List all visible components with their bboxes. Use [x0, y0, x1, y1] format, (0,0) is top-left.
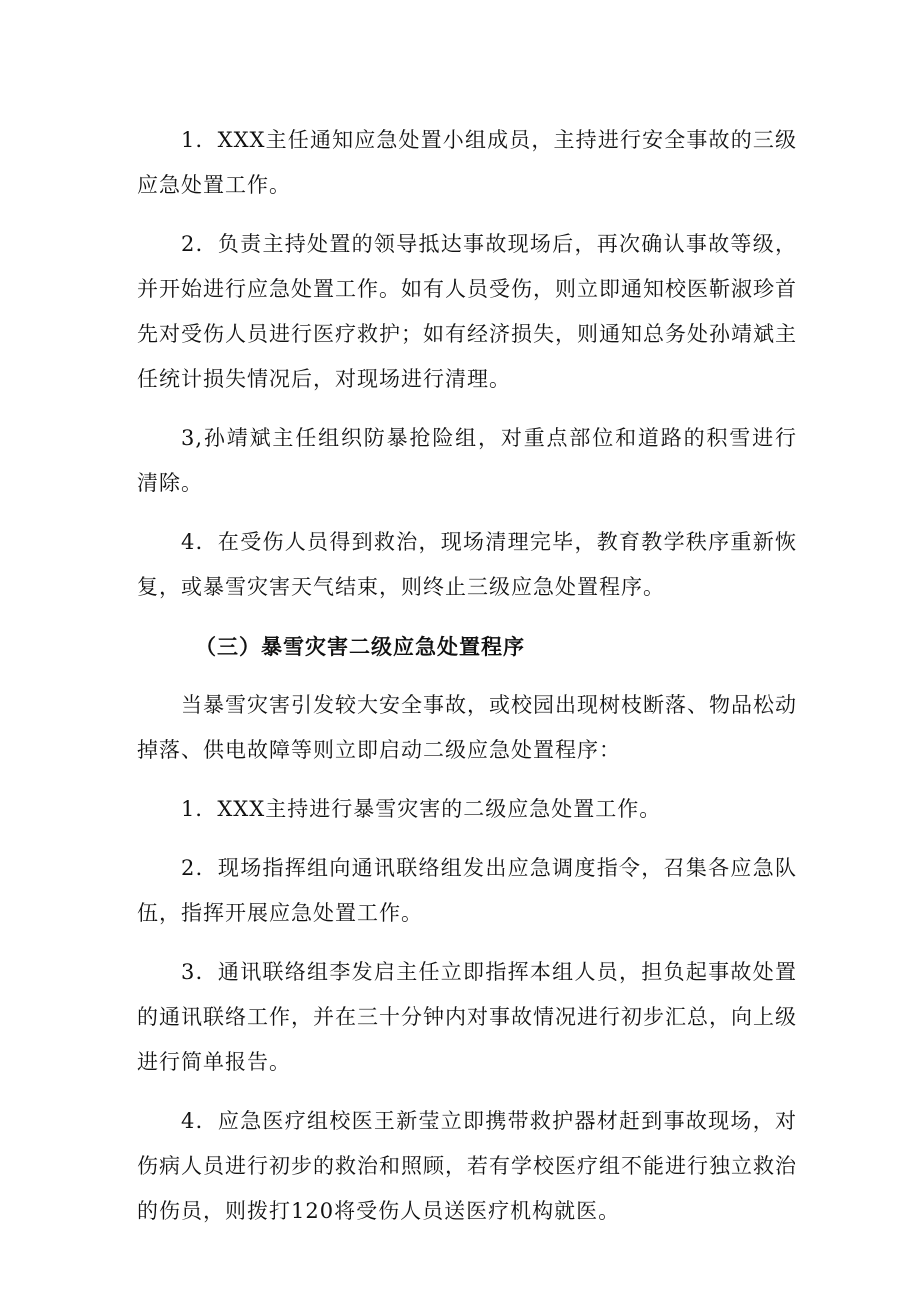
paragraph-intro: 当暴雪灾害引发较大安全事故，或校园出现树枝断落、物品松动掉落、供电故障等则立即启动二级应急处置程序： [137, 693, 797, 762]
paragraph-step-3: 3,孙靖斌主任组织防暴抢险组，对重点部位和道路的积雪进行清除。 [137, 426, 797, 495]
section-heading: （三）暴雪灾害二级应急处置程序 [195, 634, 525, 659]
paragraph-level2-step-1: 1．XXX主持进行暴雪灾害的二级应急处置工作。 [181, 797, 662, 821]
paragraph-level2-step-3: 3．通讯联络组李发启主任立即指挥本组人员，担负起事故处置的通讯联络工作，并在三十分钟内对事故情况进行初步汇总，向上级进行简单报告。 [137, 960, 797, 1074]
paragraph-step-1: 1．XXX主任通知应急处置小组成员，主持进行安全事故的三级应急处置工作。 [137, 128, 797, 197]
paragraph-level2-step-4: 4．应急医疗组校医王新莹立即携带救护器材赶到事故现场，对伤病人员进行初步的救治和照顾，若有学校医疗组不能进行独立救治的伤员，则拨打120将受伤人员送医疗机构就医。 [137, 1109, 797, 1223]
paragraph-step-4: 4．在受伤人员得到救治，现场清理完毕，教育教学秩序重新恢复，或暴雪灾害天气结束，则终止三级应急处置程序。 [137, 530, 797, 599]
paragraph-step-2: 2．负责主持处置的领导抵达事故现场后，再次确认事故等级，并开始进行应急处置工作。如有人员受伤，则立即通知校医靳淑珍首先对受伤人员进行医疗救护；如有经济损失，则通知总务处孙靖斌主任统计损失情况后，对现场进行清理。 [137, 232, 797, 391]
paragraph-level2-step-2: 2．现场指挥组向通讯联络组发出应急调度指令，召集各应急队伍，指挥开展应急处置工作。 [137, 856, 797, 925]
document-body [137, 118, 797, 1248]
